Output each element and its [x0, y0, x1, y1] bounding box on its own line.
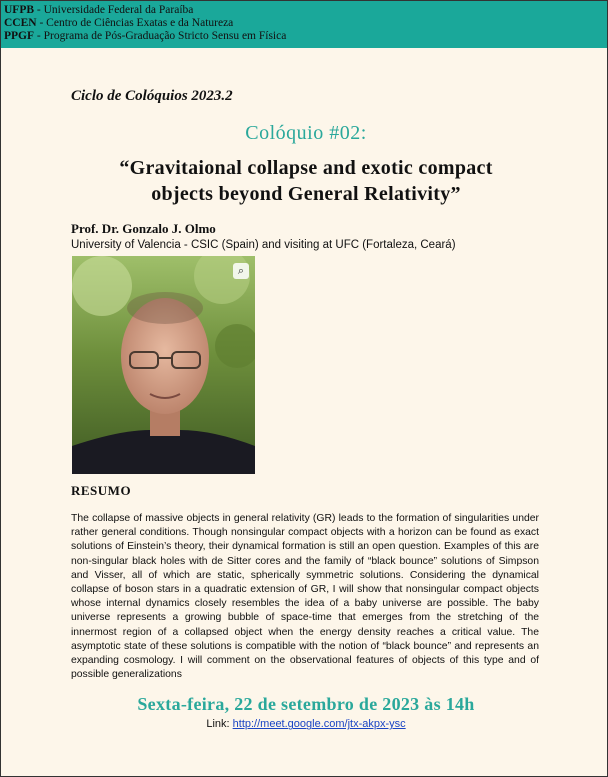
header-abbr: UFPB	[4, 4, 35, 16]
scan-lens-icon[interactable]: ⌕	[233, 263, 249, 279]
speaker-name: Prof. Dr. Gonzalo J. Olmo	[71, 221, 216, 236]
header-text: - Centro de Ciências Exatas e da Natureza	[36, 17, 234, 29]
talk-title	[71, 155, 541, 207]
abstract-heading: RESUMO	[71, 483, 132, 498]
talk-title-line-2: objects beyond General Relativity”	[151, 183, 461, 205]
header-line-ppgf	[4, 30, 601, 43]
abstract-text: The collapse of massive objects in general relativity (GR) leads to the formation of singularities under rather general conditions. Though nonsingular compact objects with a horizon can be found as exact solutions of Einstein’s theory, their dynamical formation is still an open question. Examples of this are non-singular black holes with de Sitter cores and the family of “black bounce” solutions of Simpson and Visser, all of which are static, spherically symmetric solutions. Considering the dynamical collapse of boson stars in a quadratic extension of GR, I will show that nonsingular compact objects whose internal dynamics closely resembles the idea of a baby universe are possible. The baby universe represents a growing bubble of space-time that emerges from the stretching of the innermost region of a collapsed object when the energy density reaches a critical value. The asymptotic state of these solutions is compatible with the notion of “black bounce” and represents an expanding cosmology. I will comment on the observational features of objects of this type and of possible generalizations	[71, 513, 539, 681]
header-line-ufpb	[4, 4, 601, 17]
meeting-link-line	[71, 718, 541, 730]
talk-title-line-1: “Gravitaional collapse and exotic compact	[119, 157, 493, 179]
link-label: Link:	[206, 718, 233, 731]
institution-header	[1, 1, 607, 48]
header-abbr: CCEN	[4, 17, 37, 29]
header-text: - Universidade Federal da Paraíba	[34, 4, 194, 16]
speaker-portrait-image	[72, 256, 255, 474]
series-title: Ciclo de Colóquios 2023.2	[71, 88, 233, 104]
main-content	[71, 88, 541, 730]
speaker-affiliation: University of Valencia - CSIC (Spain) and visiting at UFC (Fortaleza, Ceará)	[71, 239, 456, 251]
event-date: Sexta-feira, 22 de setembro de 2023 às 14h	[137, 694, 475, 715]
colloquium-number: Colóquio #02:	[245, 122, 367, 144]
header-line-ccen	[4, 17, 601, 30]
header-abbr: PPGF	[4, 30, 35, 42]
meeting-link[interactable]: http://meet.google.com/jtx-akpx-ysc	[232, 718, 406, 731]
speaker-photo	[72, 256, 255, 474]
header-text: - Programa de Pós-Graduação Stricto Sensu em Física	[34, 30, 287, 42]
